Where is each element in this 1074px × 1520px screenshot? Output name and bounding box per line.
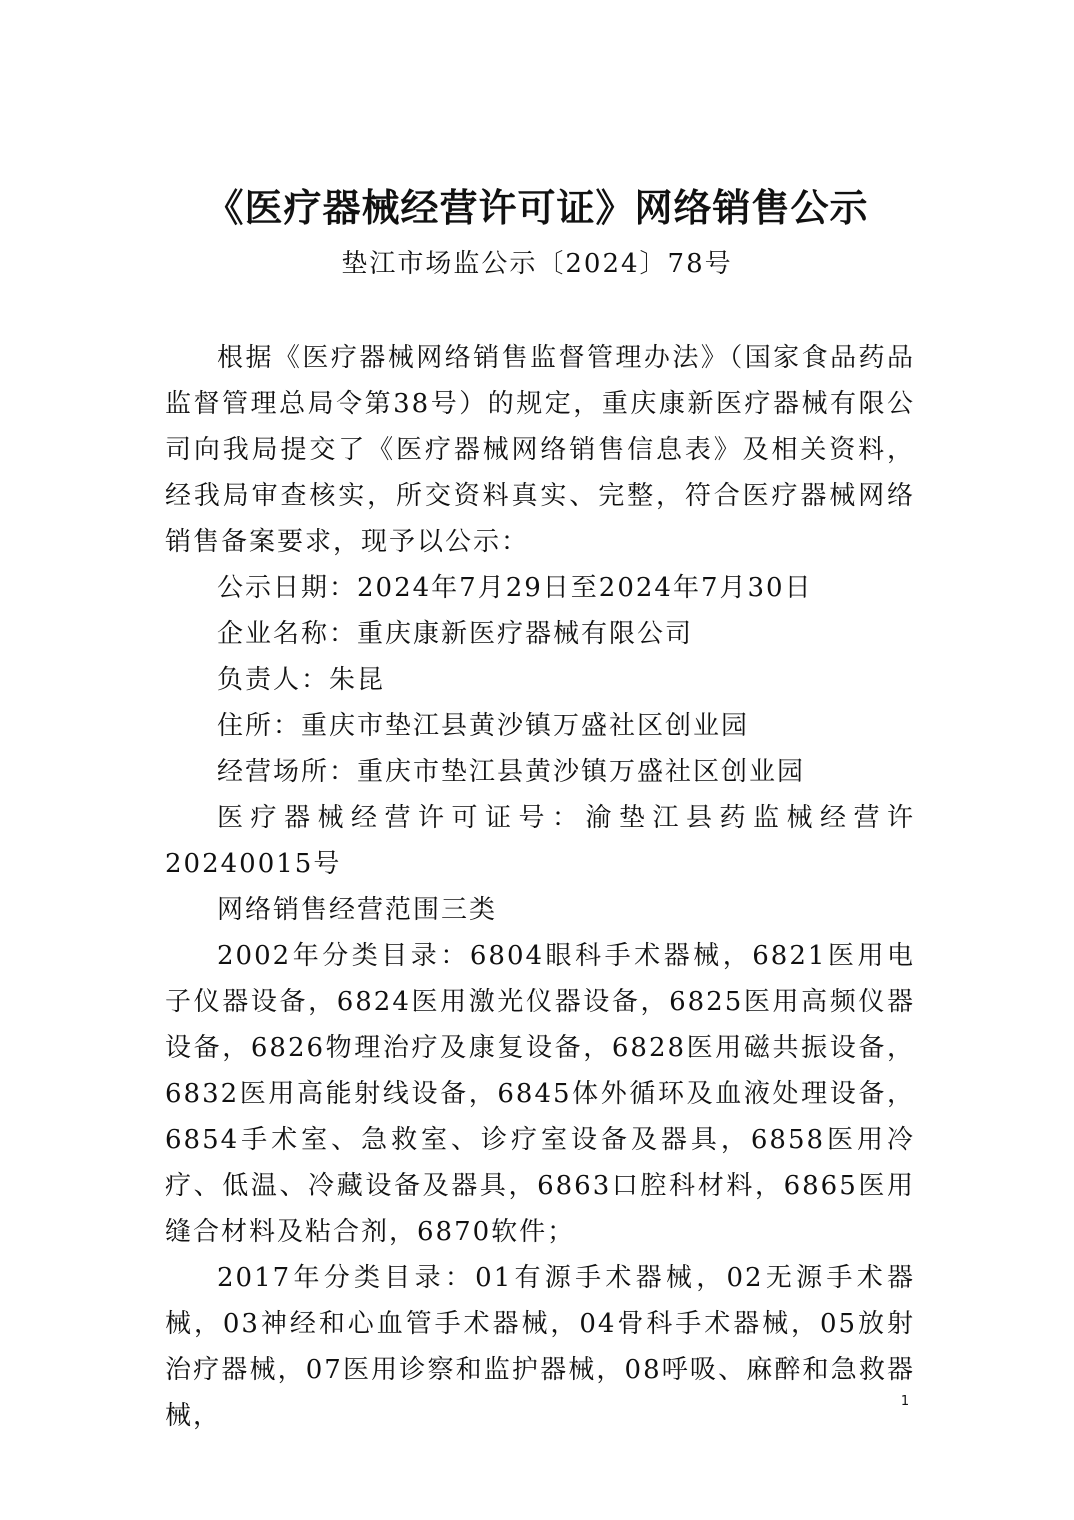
paragraph-sales-scope: 网络销售经营范围三类	[217, 895, 498, 925]
paragraph-intro: 根据《医疗器械网络销售监督管理办法》（国家食品药品监督管理总局令第38号）的规定，重庆康新医疗器械有限公司向我局提交了《医疗器械网络销售信息表》及相关资料，经我局审查核实，所交资料真实、完整，符合医疗器械网络销售备案要求，现予以公示：	[165, 343, 915, 557]
document-title: 《医疗器械经营许可证》网络销售公示	[205, 185, 869, 230]
document-body	[165, 335, 915, 1439]
document-number: 垫江市场监公示〔2024〕78号	[341, 249, 733, 279]
paragraph-catalog-2002: 2002年分类目录：6804眼科手术器械，6821医用电子仪器设备，6824医用激光仪器设备，6825医用高频仪器设备，6826物理治疗及康复设备，6828医用磁共振设备，6832医用高能射线设备，6845体外循环及血液处理设备，6854手术室、急救室、诊疗室设备及器具，6858医用冷疗、低温、冷藏设备及器具，6863口腔科材料，6865医用缝合材料及粘合剂，6870软件；	[165, 941, 915, 1247]
paragraph-notice-date: 公示日期：2024年7月29日至2024年7月30日	[217, 573, 813, 603]
paragraph-license-number: 医疗器械经营许可证号：渝垫江县药监械经营许20240015号	[165, 803, 915, 879]
paragraph-business-premises: 经营场所：重庆市垫江县黄沙镇万盛社区创业园	[217, 757, 806, 787]
paragraph-catalog-2017: 2017年分类目录：01有源手术器械，02无源手术器械，03神经和心血管手术器械，04骨科手术器械，05放射治疗器械，07医用诊察和监护器械，08呼吸、麻醉和急救器械，	[165, 1263, 915, 1431]
page-number: 1	[900, 1394, 910, 1409]
paragraph-responsible-person: 负责人：朱昆	[217, 665, 386, 695]
paragraph-address: 住所：重庆市垫江县黄沙镇万盛社区创业园	[217, 711, 750, 741]
paragraph-company-name: 企业名称：重庆康新医疗器械有限公司	[217, 619, 694, 649]
